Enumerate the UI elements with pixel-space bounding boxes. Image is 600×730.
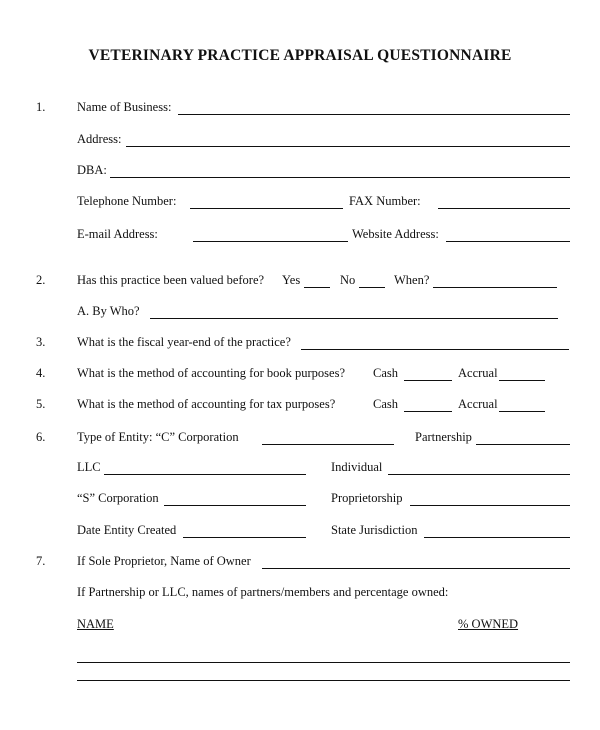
partnership-field[interactable] (476, 444, 570, 445)
individual-field[interactable] (388, 474, 570, 475)
business-name-label: Name of Business: (77, 100, 172, 114)
yes-field[interactable] (304, 287, 330, 288)
no-field[interactable] (359, 287, 385, 288)
website-field[interactable] (446, 241, 570, 242)
book-accrual-label: Accrual (458, 366, 498, 380)
fax-field[interactable] (438, 208, 570, 209)
book-cash-field[interactable] (404, 380, 452, 381)
form-title: VETERINARY PRACTICE APPRAISAL QUESTIONNAIRE (88, 47, 512, 64)
proprietorship-field[interactable] (410, 505, 570, 506)
tax-cash-label: Cash (373, 397, 398, 411)
website-label: Website Address: (352, 227, 439, 241)
when-label: When? (394, 273, 430, 287)
book-method-label: What is the method of accounting for book purposes? (77, 366, 345, 380)
q2-number: 2. (36, 273, 46, 287)
owned-column-header: % OWNED (458, 617, 519, 631)
sole-proprietor-field[interactable] (262, 568, 570, 569)
when-field[interactable] (433, 287, 557, 288)
fax-label: FAX Number: (349, 194, 421, 208)
partner-row-1-field[interactable] (77, 662, 570, 663)
address-label: Address: (77, 132, 122, 146)
tax-accrual-field[interactable] (499, 411, 545, 412)
state-jurisdiction-field[interactable] (424, 537, 570, 538)
entity-type-label: Type of Entity: “C” Corporation (77, 430, 239, 444)
q1-number: 1. (36, 100, 46, 114)
q6-number: 6. (36, 430, 46, 444)
s-corporation-label: “S” Corporation (77, 491, 159, 505)
tax-method-label: What is the method of accounting for tax purposes? (77, 397, 336, 411)
s-corporation-field[interactable] (164, 505, 306, 506)
proprietorship-label: Proprietorship (331, 491, 403, 505)
no-label: No (340, 273, 356, 287)
state-jurisdiction-label: State Jurisdiction (331, 523, 418, 537)
fiscal-year-label: What is the fiscal year-end of the practice? (77, 335, 291, 349)
telephone-label: Telephone Number: (77, 194, 177, 208)
q7-number: 7. (36, 554, 46, 568)
by-who-label: A. By Who? (77, 304, 140, 318)
sole-proprietor-label: If Sole Proprietor, Name of Owner (77, 554, 251, 568)
q5-number: 5. (36, 397, 46, 411)
yes-label: Yes (282, 273, 301, 287)
address-field[interactable] (126, 146, 570, 147)
business-name-field[interactable] (178, 114, 570, 115)
llc-label: LLC (77, 460, 101, 474)
partnership-label: Partnership (415, 430, 472, 444)
dba-field[interactable] (110, 177, 570, 178)
name-column-header: NAME (77, 617, 114, 631)
partner-row-2-field[interactable] (77, 680, 570, 681)
email-label: E-mail Address: (77, 227, 158, 241)
by-who-field[interactable] (150, 318, 558, 319)
telephone-field[interactable] (190, 208, 343, 209)
date-created-label: Date Entity Created (77, 523, 177, 537)
llc-field[interactable] (104, 474, 306, 475)
partners-label: If Partnership or LLC, names of partners/members and percentage owned: (77, 585, 449, 599)
tax-accrual-label: Accrual (458, 397, 498, 411)
individual-label: Individual (331, 460, 383, 474)
tax-cash-field[interactable] (404, 411, 452, 412)
date-created-field[interactable] (183, 537, 306, 538)
book-accrual-field[interactable] (499, 380, 545, 381)
fiscal-year-field[interactable] (301, 349, 569, 350)
q4-number: 4. (36, 366, 46, 380)
q3-number: 3. (36, 335, 46, 349)
email-field[interactable] (193, 241, 348, 242)
dba-label: DBA: (77, 163, 107, 177)
book-cash-label: Cash (373, 366, 398, 380)
c-corporation-field[interactable] (262, 444, 394, 445)
valued-before-label: Has this practice been valued before? (77, 273, 265, 287)
